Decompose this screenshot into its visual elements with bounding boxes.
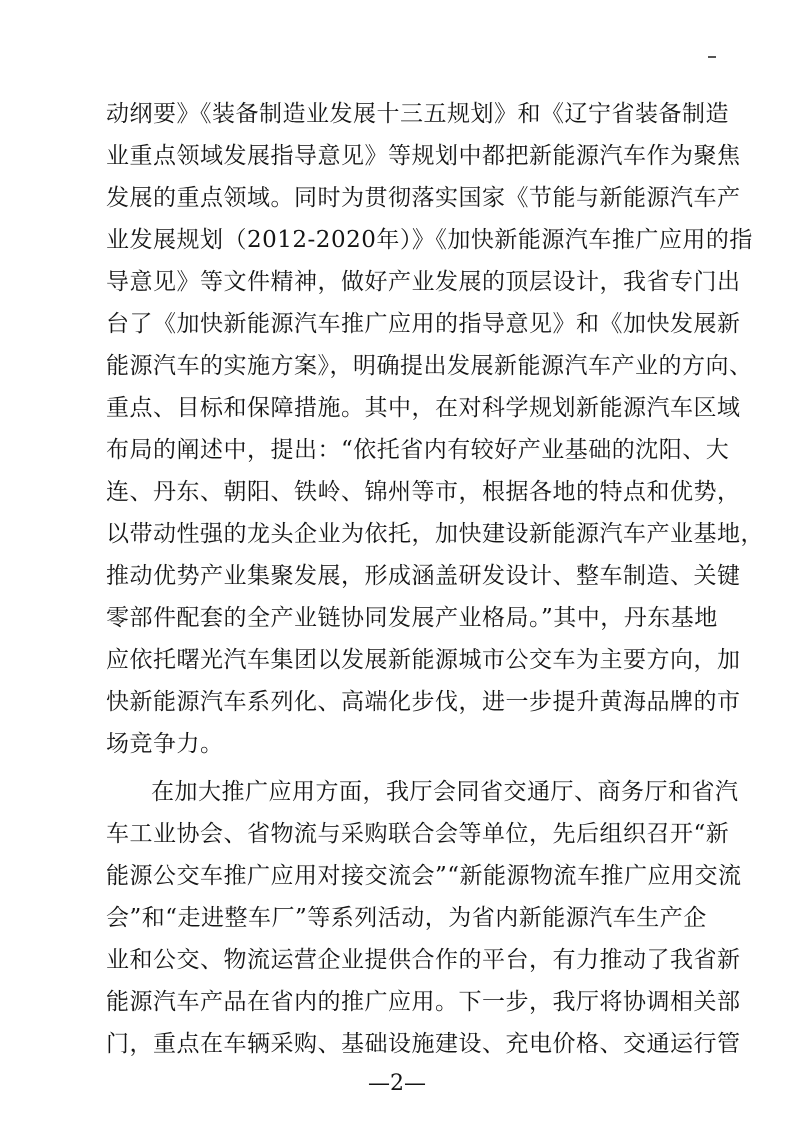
text-line: 能源汽车产品在省内的推广应用。下一步，我厅将协调相关部 — [106, 989, 741, 1015]
text-line: 台了《加快新能源汽车推广应用的指导意见》和《加快发展新 — [106, 311, 741, 337]
page-number: —2— — [368, 1071, 426, 1096]
text-line: 应依托曙光汽车集团以发展新能源城市公交车为主要方向，加 — [106, 647, 741, 673]
text-line: 连、丹东、朝阳、铁岭、锦州等市，根据各地的特点和优势， — [106, 479, 741, 505]
text-line: 车工业协会、省物流与采购联合会等单位，先后组织召开“新 — [106, 821, 730, 847]
text-line: 动纲要》《装备制造业发展十三五规划》和《辽宁省装备制造 — [106, 101, 729, 127]
text-line: 会”和“走进整车厂”等系列活动，为省内新能源汽车生产企 — [106, 905, 707, 931]
text-line: 导意见》等文件精神，做好产业发展的顶层设计，我省专门出 — [106, 269, 741, 295]
text-line: 以带动性强的龙头企业为依托，加快建设新能源汽车产业基地， — [106, 521, 764, 547]
text-line: 业发展规划（2012-2020年）》《加快新能源汽车推广应用的指 — [106, 227, 753, 253]
text-line: 场竞争力。 — [106, 731, 224, 757]
text-line: 能源汽车的实施方案》，明确提出发展新能源汽车产业的方向、 — [106, 353, 753, 379]
text-line: 发展的重点领域。同时为贯彻落实国家《节能与新能源汽车产 — [106, 185, 741, 211]
text-line: 快新能源汽车系列化、高端化步伐，进一步提升黄海品牌的市 — [106, 689, 741, 715]
text-line: 能源公交车推广应用对接交流会”“新能源物流车推广应用交流 — [106, 863, 742, 889]
text-line: 业和公交、物流运营企业提供合作的平台，有力推动了我省新 — [106, 947, 741, 973]
scan-mark — [708, 56, 716, 58]
paragraph-first-line: 在加大推广应用方面，我厅会同省交通厅、商务厅和省汽 — [151, 779, 739, 805]
text-line: 布局的阐述中，提出：“依托省内有较好产业基础的沈阳、大 — [106, 437, 730, 463]
text-line: 业重点领域发展指导意见》等规划中都把新能源汽车作为聚焦 — [106, 143, 741, 169]
text-line: 门，重点在车辆采购、基础设施建设、充电价格、交通运行管 — [106, 1031, 741, 1057]
text-line: 推动优势产业集聚发展，形成涵盖研发设计、整车制造、关键 — [106, 563, 741, 589]
text-line: 零部件配套的全产业链协同发展产业格局。”其中，丹东基地 — [106, 605, 718, 631]
text-line: 重点、目标和保障措施。其中，在对科学规划新能源汽车区域 — [106, 395, 741, 421]
